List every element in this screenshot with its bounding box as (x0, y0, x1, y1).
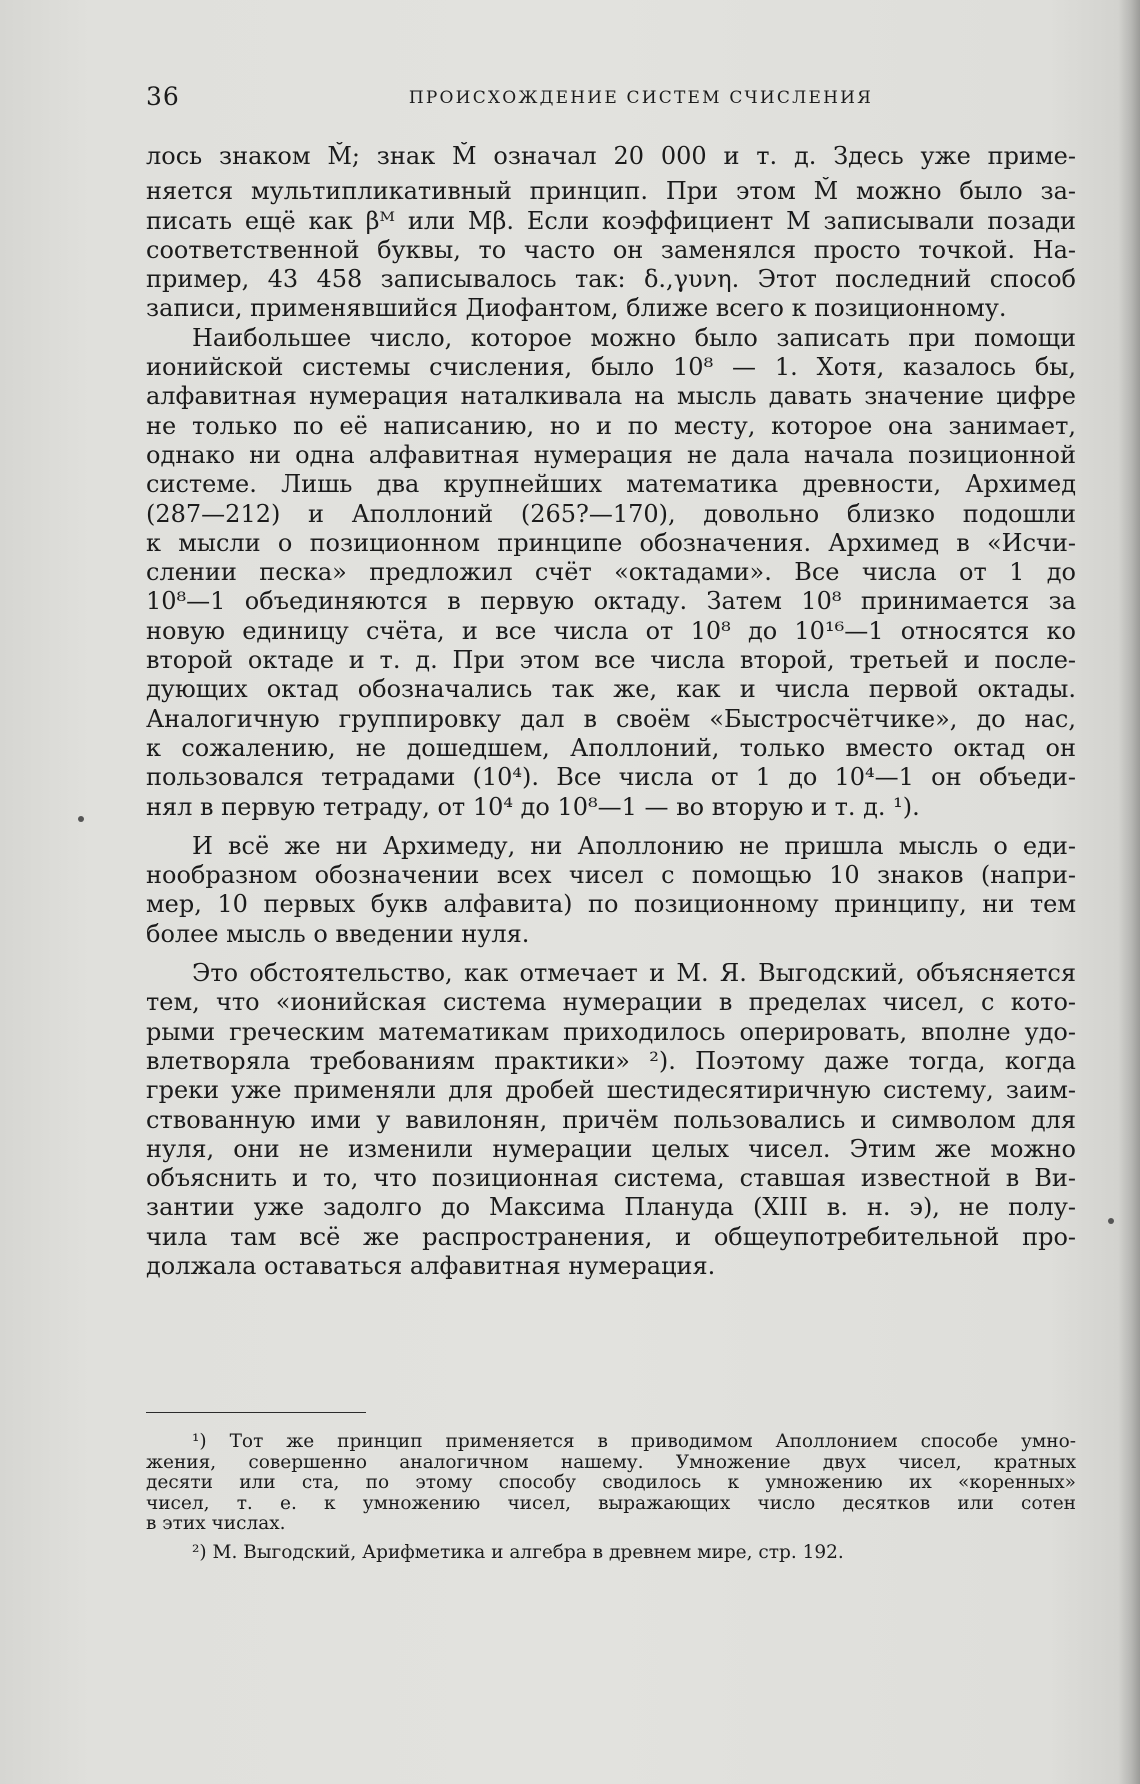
footnote-line: ¹) Тот же принцип применяется в приводимом Аполлонием способе умно- (192, 1432, 1076, 1452)
text-line: няется мультипликативный принцип. При этом M̊ можно было за- (146, 177, 1076, 206)
text-line: пользовался тетрадами (10⁴). Все числа от 1 до 10⁴—1 он объеди- (146, 763, 1076, 792)
text-line: ствованную ими у вавилонян, причём пользовались и символом для (146, 1105, 1076, 1134)
text-line: не только по её написанию, но и по месту, которое она занимает, (146, 411, 1076, 440)
text-line: нообразном обозначении всех чисел с помощью 10 знаков (напри- (146, 861, 1076, 890)
text-line: 10⁸—1 объединяются в первую октаду. Затем 10⁸ принимается за (146, 587, 1076, 616)
text-line: к сожалению, не дошедшем, Аполлоний, только вместо октад он (146, 733, 1076, 762)
text-line: системе. Лишь два крупнейших математика древности, Архимед (146, 470, 1076, 499)
text-line: более мысль о введении нуля. (146, 919, 530, 948)
main-text (146, 142, 1076, 1281)
text-line: мер, 10 первых букв алфавита) по позиционному принципу, ни тем (146, 890, 1076, 919)
text-line: к мысли о позиционном принципе обозначения. Архимед в «Исчи- (146, 528, 1076, 557)
text-line: рыми греческим математикам приходилось оперировать, вполне удо- (146, 1017, 1076, 1046)
text-line: ионийской системы счисления, было 10⁸ — 1. Хотя, казалось бы, (146, 353, 1076, 382)
text-line: нял в первую тетраду, от 10⁴ до 10⁸—1 — во вторую и т. д. ¹). (146, 792, 920, 821)
footnote-line: чисел, т. е. к умножению чисел, выражающих число десятков или сотен (146, 1493, 1076, 1514)
page-header (146, 80, 1076, 120)
footnote-line: ²) М. Выгодский, Арифметика и алгебра в древнем мире, стр. 192. (192, 1542, 844, 1563)
text-line: объяснить и то, что позиционная система, ставшая известной в Ви- (146, 1164, 1076, 1193)
footnotes (146, 1432, 1076, 1563)
text-line: алфавитная нумерация наталкивала на мысль давать значение цифре (146, 382, 1076, 411)
text-line: пример, 43 458 записывалось так: δ.,γυνη. Этот последний способ (146, 265, 1076, 294)
text-line: однако ни одна алфавитная нумерация не дала начала позиционной (146, 440, 1076, 469)
footnote-line: десяти или ста, по этому способу сводилось к умножению их «коренных» (146, 1473, 1076, 1493)
text-line: новую единицу счёта, и все числа от 10⁸ до 10¹⁶—1 относятся ко (146, 616, 1076, 645)
footnote-separator (146, 1412, 366, 1413)
text-line: лось знаком M̊; знак M̊ означал 20 000 и т. д. Здесь уже приме- (146, 142, 1076, 170)
page-edge-shadow (1118, 0, 1140, 1784)
paragraph-first-line: Наибольшее число, которое можно было записать при помощи (192, 323, 1076, 352)
text-line: тем, что «ионийская система нумерации в пределах чисел, с кото- (146, 988, 1076, 1017)
paragraph-first-line: И всё же ни Архимеду, ни Аполлонию не пришла мысль о еди- (192, 831, 1076, 860)
text-line: (287—212) и Аполлоний (265?—170), довольно близко подошли (146, 499, 1076, 528)
text-line: чила там всё же распространения, и общеупотребительной про- (146, 1222, 1076, 1251)
page-number: 36 (146, 82, 180, 111)
text-line: соответственной буквы, то часто он заменялся просто точкой. На- (146, 235, 1076, 264)
text-line: нуля, они не изменили нумерации целых чисел. Этим же можно (146, 1134, 1076, 1163)
text-line: слении песка» предложил счёт «октадами». Все числа от 1 до (146, 558, 1076, 587)
text-line: греки уже применяли для дробей шестидесятиричную систему, заим- (146, 1076, 1076, 1105)
footnote-line: в этих числах. (146, 1514, 286, 1534)
text-line: влетворяла требованиям практики» ²). Поэтому даже тогда, когда (146, 1046, 1076, 1075)
text-line: второй октаде и т. д. При этом все числа второй, третьей и после- (146, 646, 1076, 675)
scan-speck (78, 816, 84, 822)
running-title: ПРОИСХОЖДЕНИЕ СИСТЕМ СЧИСЛЕНИЯ (408, 88, 874, 108)
text-line: писать ещё как βᴹ или Mβ. Если коэффициент M записывали позади (146, 206, 1076, 235)
footnote-line: жения, совершенно аналогичном нашему. Умножение двух чисел, кратных (146, 1452, 1076, 1473)
text-line: должала оставаться алфавитная нумерация. (146, 1251, 716, 1280)
text-line: дующих октад обозначались так же, как и числа первой октады. (146, 675, 1076, 704)
paragraph-first-line: Это обстоятельство, как отмечает и М. Я. Выгодский, объясняется (192, 959, 1076, 988)
text-line: Аналогичную группировку дал в своём «Быстросчётчике», до нас, (146, 704, 1076, 733)
text-line: записи, применявшийся Диофантом, ближе всего к позиционному. (146, 294, 1007, 323)
scan-speck (1108, 1218, 1114, 1224)
text-line: зантии уже задолго до Максима Плануда (XIII в. н. э), не полу- (146, 1193, 1076, 1222)
